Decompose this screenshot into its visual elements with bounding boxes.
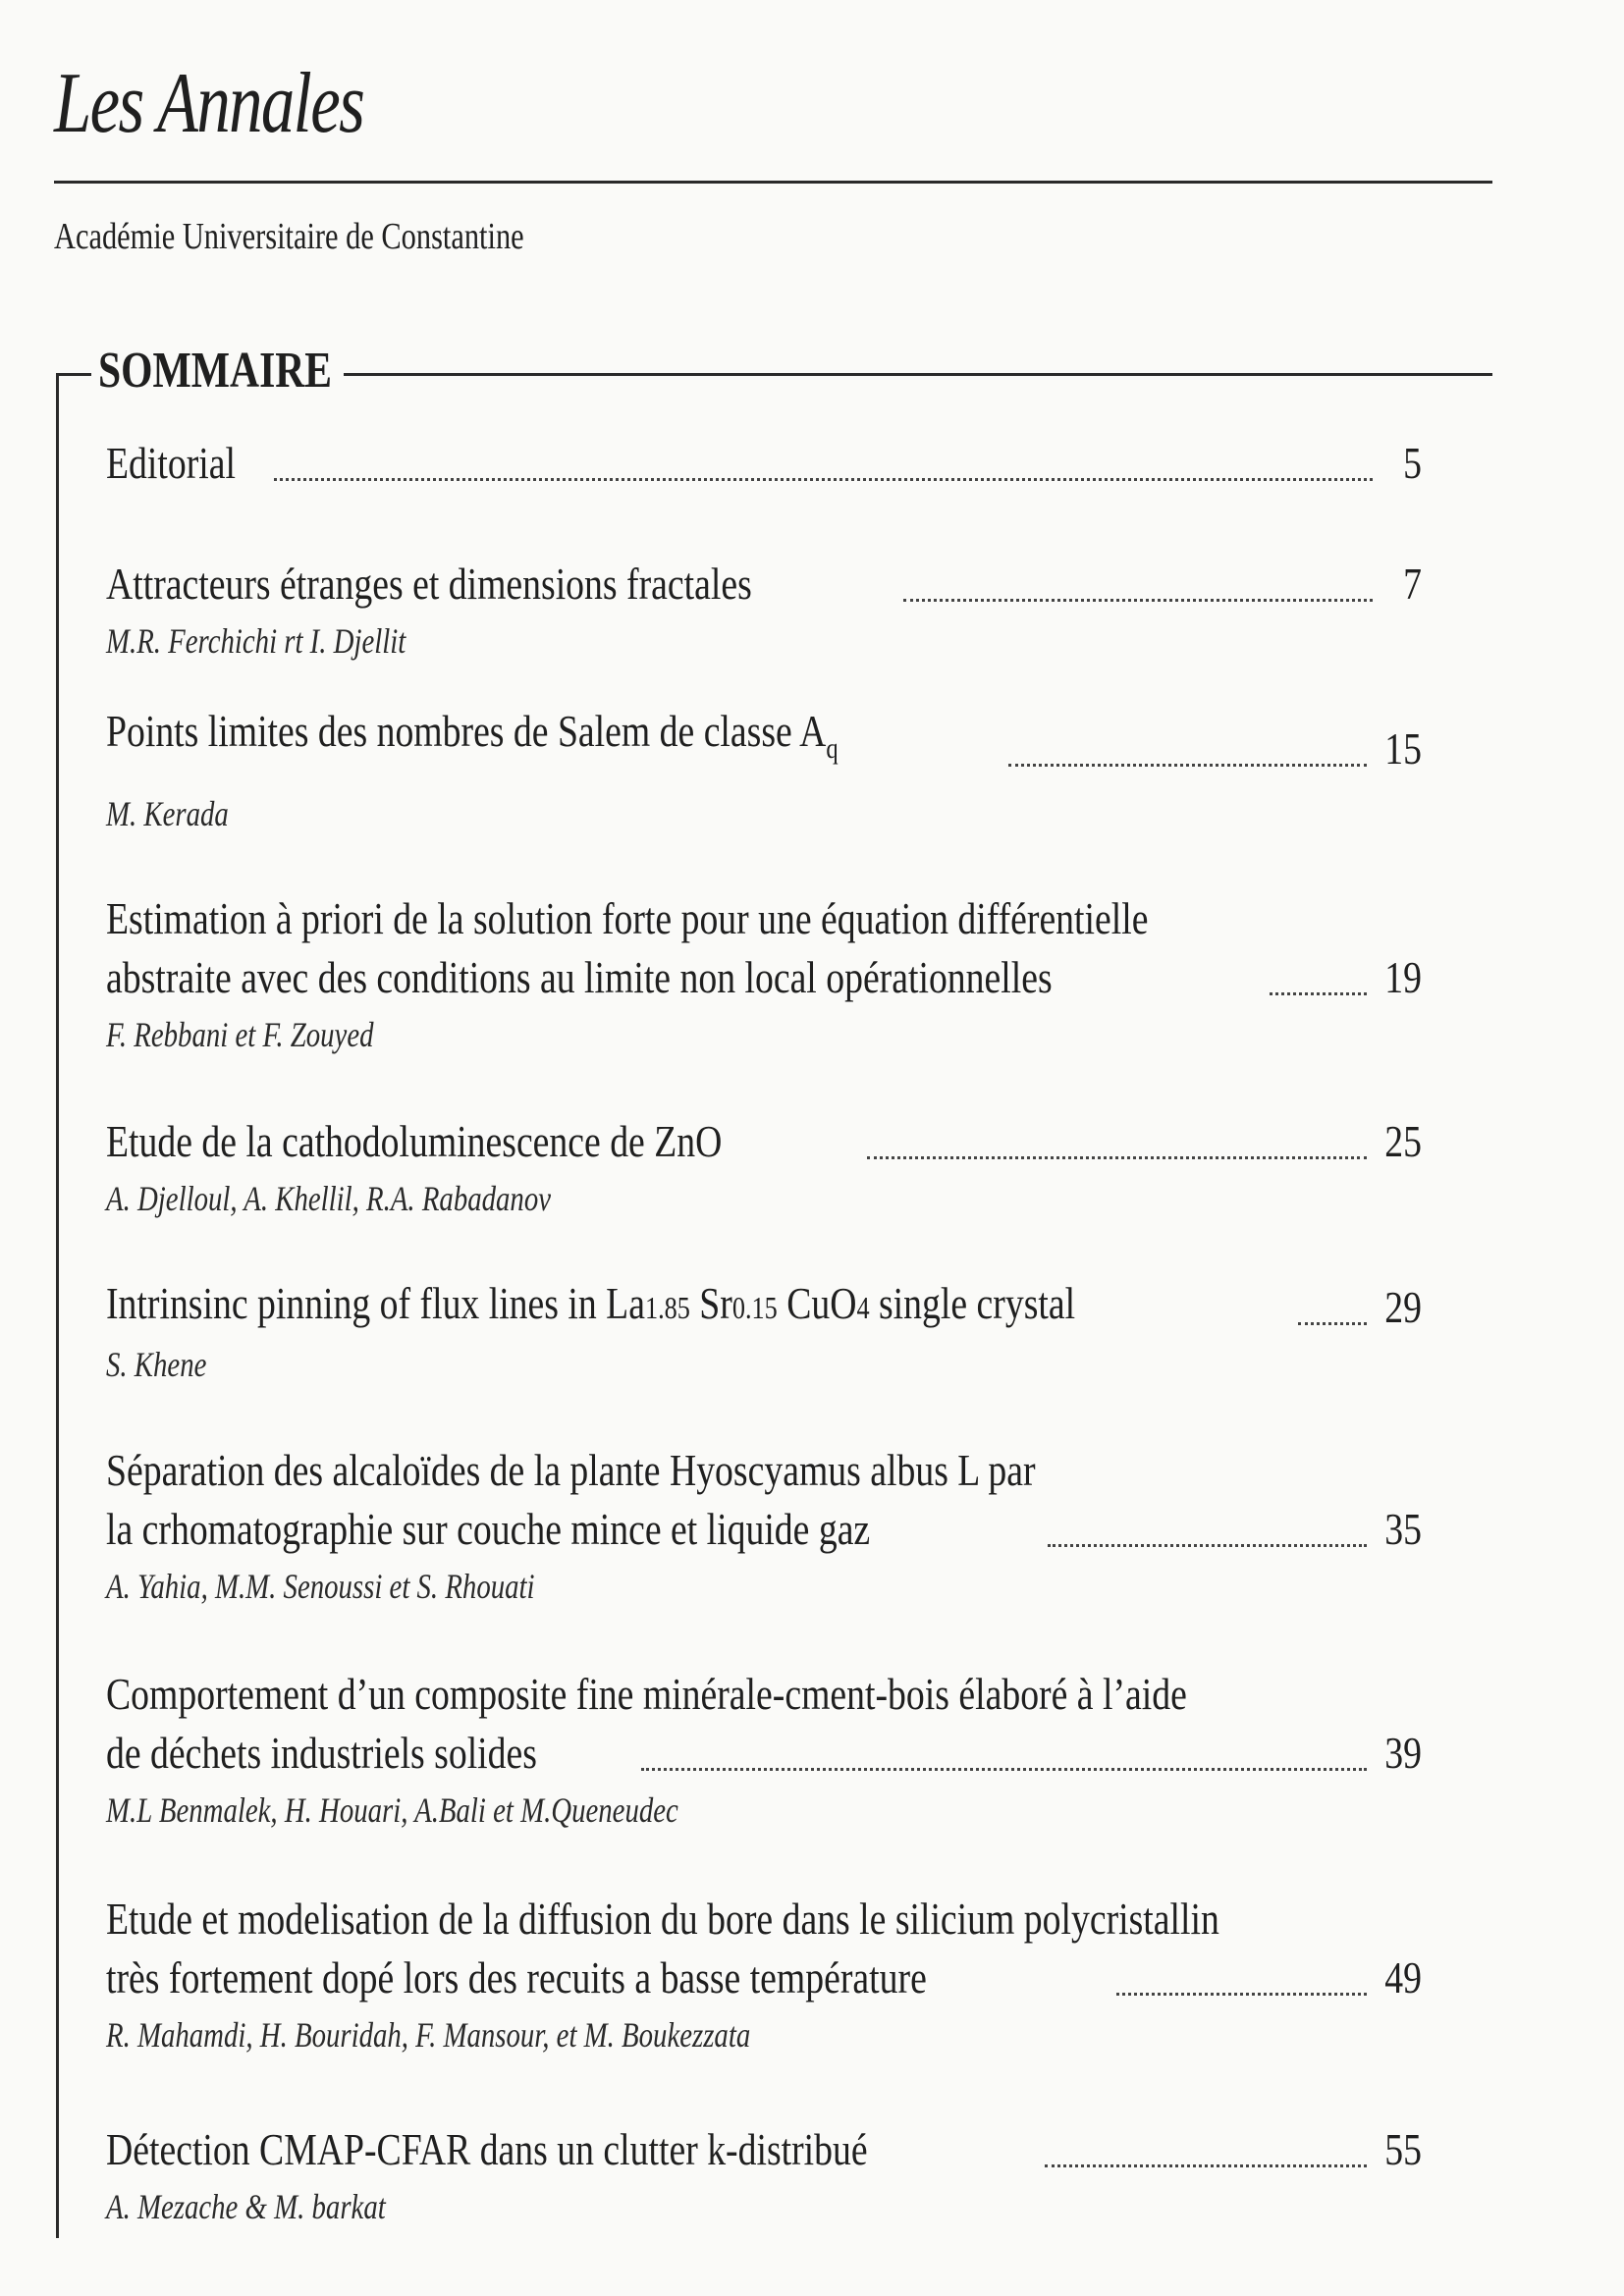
entry-title-part: abstraite avec des conditions au limite non local opérationnelles bbox=[106, 952, 1053, 1002]
entry-title-part: 4 bbox=[856, 1290, 870, 1325]
entry-authors: A. Mezache & M. barkat bbox=[106, 2187, 386, 2226]
entry-authors: S. Khene bbox=[106, 1345, 207, 1384]
entry-authors: M.R. Ferchichi rt I. Djellit bbox=[106, 621, 406, 661]
page-number: 35 bbox=[1384, 1504, 1422, 1554]
toc-line bbox=[106, 2120, 1422, 2179]
entry-title-part: Sr bbox=[689, 1278, 732, 1328]
entry-title-part: Comportement d’un composite fine minérale-cment-bois élaboré à l’aide bbox=[106, 1669, 1187, 1719]
entry-title-line-1 bbox=[106, 889, 1422, 948]
entry-title-part: 1.85 bbox=[644, 1290, 690, 1325]
toc-entry-bore-diffusion[interactable] bbox=[106, 1890, 1422, 2056]
page-number: 49 bbox=[1384, 1952, 1422, 2002]
entry-title-line-1 bbox=[106, 1890, 1422, 1949]
toc-line bbox=[106, 1500, 1422, 1559]
page-number: 7 bbox=[1403, 559, 1422, 609]
dot-leader bbox=[903, 599, 1373, 602]
page-number: 15 bbox=[1384, 723, 1422, 774]
page-number: 55 bbox=[1384, 2124, 1422, 2174]
entry-title-line-1 bbox=[106, 1441, 1422, 1500]
page-number: 25 bbox=[1384, 1116, 1422, 1166]
entry-title bbox=[106, 702, 839, 778]
page-number: 39 bbox=[1384, 1728, 1422, 1778]
dot-leader bbox=[1298, 1322, 1367, 1325]
institution-name: Académie Universitaire de Constantine bbox=[54, 216, 524, 257]
entry-authors: M. Kerada bbox=[106, 794, 229, 833]
section-frame-tick bbox=[56, 373, 91, 376]
entry-title-part: single crystal bbox=[869, 1278, 1076, 1328]
entry-title-line-1 bbox=[106, 1665, 1422, 1724]
title-rule bbox=[54, 181, 1492, 184]
dot-leader bbox=[1270, 992, 1367, 995]
section-rule bbox=[344, 373, 1492, 376]
toc-line bbox=[106, 1112, 1422, 1171]
page-number: 19 bbox=[1384, 952, 1422, 1002]
dot-leader bbox=[1045, 2164, 1367, 2167]
entry-title-part: 0.15 bbox=[731, 1290, 778, 1325]
toc-line bbox=[106, 434, 1422, 493]
entry-title-part: Séparation des alcaloïdes de la plante Hyoscyamus albus L par bbox=[106, 1445, 1036, 1495]
entry-authors: A. Yahia, M.M. Senoussi et S. Rhouati bbox=[106, 1567, 535, 1606]
page-number: 5 bbox=[1403, 438, 1422, 488]
dot-leader bbox=[1008, 764, 1367, 767]
entry-authors: A. Djelloul, A. Khellil, R.A. Rabadanov bbox=[106, 1179, 552, 1218]
entry-title-part: Etude et modelisation de la diffusion du bore dans le silicium polycristallin bbox=[106, 1894, 1219, 1944]
toc-entry-cmap-cfar[interactable] bbox=[106, 2120, 1422, 2228]
toc-entry-estimation[interactable] bbox=[106, 889, 1422, 1056]
toc-entry-attracteurs[interactable] bbox=[106, 555, 1422, 663]
entry-title-part: la crhomatographie sur couche mince et liquide gaz bbox=[106, 1504, 871, 1554]
toc-entry-salem[interactable] bbox=[106, 706, 1422, 835]
journal-title: Les Annales bbox=[54, 56, 364, 151]
entry-title-subscript: q bbox=[826, 732, 839, 765]
entry-title-part: Estimation à priori de la solution forte pour une équation différentielle bbox=[106, 893, 1149, 943]
toc-line bbox=[106, 1724, 1422, 1783]
section-title: SOMMAIRE bbox=[98, 343, 333, 399]
entry-authors: F. Rebbani et F. Zouyed bbox=[106, 1015, 374, 1054]
dot-leader bbox=[867, 1156, 1367, 1159]
entry-title-main: Points limites des nombres de Salem de classe A bbox=[106, 706, 827, 756]
toc-entry-pinning[interactable] bbox=[106, 1278, 1422, 1386]
entry-title-part: Intrinsinc pinning of flux lines in La bbox=[106, 1278, 645, 1328]
toc-line bbox=[106, 706, 1422, 778]
dot-leader bbox=[641, 1768, 1367, 1771]
toc-line bbox=[106, 1949, 1422, 2007]
toc-entry-composite[interactable] bbox=[106, 1665, 1422, 1832]
entry-title: Détection CMAP-CFAR dans un clutter k-distribué bbox=[106, 2124, 868, 2174]
toc-line bbox=[106, 1278, 1422, 1337]
entry-title bbox=[106, 1274, 1075, 1337]
toc-entry-zno[interactable] bbox=[106, 1112, 1422, 1220]
entry-authors: R. Mahamdi, H. Bouridah, F. Mansour, et M. Boukezzata bbox=[106, 2015, 751, 2055]
dot-leader bbox=[1116, 1993, 1367, 1996]
entry-title: Attracteurs étranges et dimensions fractales bbox=[106, 559, 752, 609]
toc-entry-editorial[interactable] bbox=[106, 434, 1422, 493]
entry-title: Etude de la cathodoluminescence de ZnO bbox=[106, 1116, 723, 1166]
entry-title-part: CuO bbox=[777, 1278, 857, 1328]
entry-authors: M.L Benmalek, H. Houari, A.Bali et M.Queneudec bbox=[106, 1790, 678, 1830]
dot-leader bbox=[274, 478, 1373, 481]
dot-leader bbox=[1048, 1544, 1367, 1547]
section-frame-line bbox=[56, 373, 59, 2238]
entry-title: Editorial bbox=[106, 438, 236, 488]
entry-title-part: très fortement dopé lors des recuits a basse température bbox=[106, 1952, 927, 2002]
page-number: 29 bbox=[1384, 1282, 1422, 1332]
entry-title-part: de déchets industriels solides bbox=[106, 1728, 537, 1778]
toc-entry-separation[interactable] bbox=[106, 1441, 1422, 1608]
toc-line bbox=[106, 948, 1422, 1007]
toc-line bbox=[106, 555, 1422, 614]
